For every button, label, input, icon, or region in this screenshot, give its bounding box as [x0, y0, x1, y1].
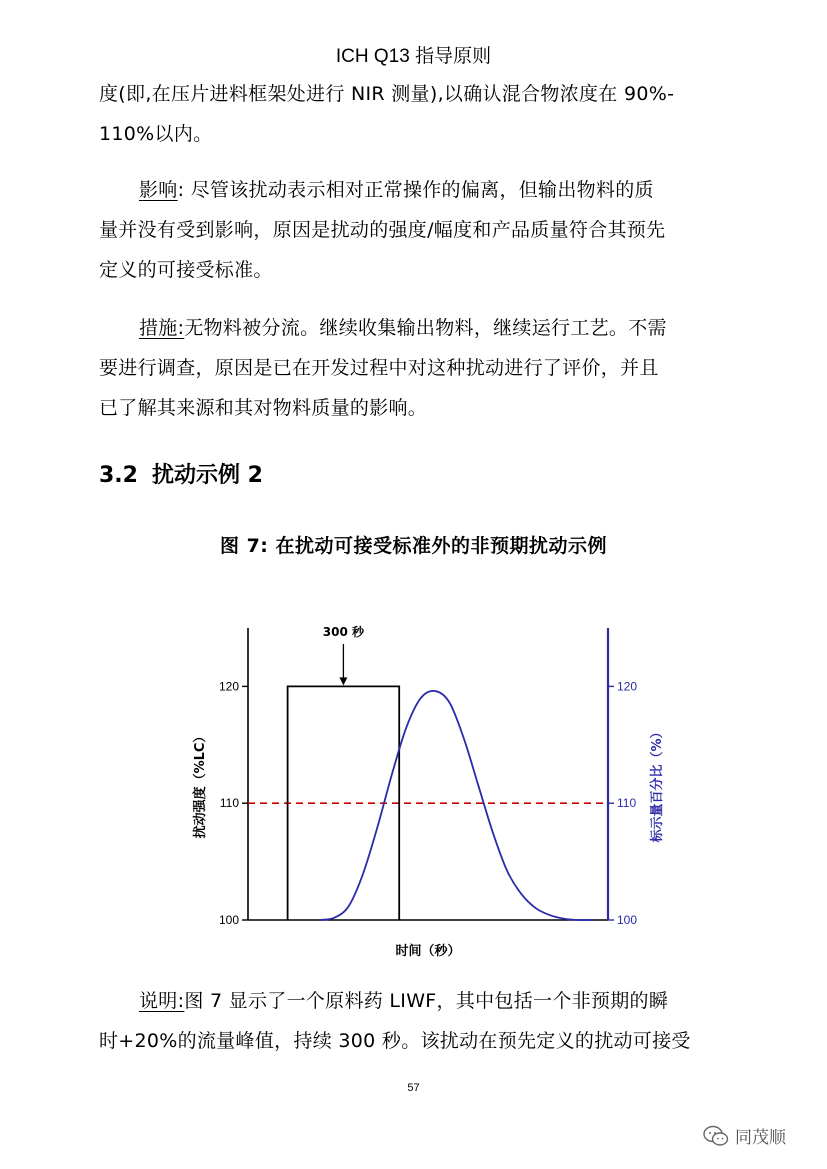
- figure-title: 图 7: 在扰动可接受标准外的非预期扰动示例: [219, 535, 608, 557]
- response-curve: [320, 691, 594, 920]
- right-axis-label: 标示量百分比（%）: [650, 725, 665, 843]
- right-tick-label: 100: [617, 913, 638, 927]
- paragraph-line: 110%以内。: [99, 123, 213, 145]
- section-number: 3.2: [99, 463, 138, 488]
- page-header: ICH Q13 指导原则: [335, 46, 492, 67]
- page-number: 57: [407, 1082, 420, 1094]
- paragraph-line: 尽管该扰动表示相对正常操作的偏离，但输出物料的质: [190, 179, 654, 201]
- paragraph-line: 已了解其来源和其对物料质量的影响。: [99, 397, 428, 419]
- annotation-arrowhead: [339, 677, 347, 685]
- left-tick-label: 100: [218, 913, 239, 927]
- left-axis-label: 扰动强度（%LC）: [193, 729, 208, 839]
- paragraph-caption: [99, 981, 749, 1061]
- paragraph-line: 时+20%的流量峰值，持续 300 秒。该扰动在预先定义的扰动可接受: [99, 1030, 691, 1052]
- paragraph-nir: [99, 74, 749, 154]
- paragraph-line: 图 7 显示了一个原料药 LIWF，其中包括一个非预期的瞬: [184, 990, 669, 1012]
- paragraph-measures: [99, 308, 749, 428]
- paragraph-line: 要进行调查，原因是已在开发过程中对这种扰动进行了评价，并且: [99, 357, 659, 379]
- paragraph-line: 定义的可接受标准。: [99, 259, 273, 281]
- paragraph-line: 度(即,在压片进料框架处进行 NIR 测量),以确认混合物浓度在 90%-: [99, 83, 675, 105]
- left-tick-label: 110: [219, 796, 239, 811]
- right-tick-label: 110: [617, 796, 637, 811]
- caption-label: 说明:: [139, 990, 185, 1012]
- annotation-label: 300 秒: [322, 625, 365, 639]
- wechat-icon: [703, 1125, 729, 1147]
- paragraph-line: 无物料被分流。继续收集输出物料，继续运行工艺。不需: [184, 317, 667, 339]
- disturbance-chart: [170, 610, 670, 970]
- watermark-text: 同茂顺: [735, 1128, 786, 1148]
- x-axis-label: 时间（秒）: [395, 944, 461, 959]
- paragraph-line: 量并没有受到影响，原因是扰动的强度/幅度和产品质量符合其预先: [99, 219, 666, 241]
- measures-label: 措施:: [139, 317, 185, 339]
- section-title: 扰动示例 2: [151, 463, 263, 488]
- right-tick-label: 120: [617, 679, 638, 694]
- paragraph-impact: 影响: 尽管该扰动表示相对正常操作的偏离，但输出物料的质 量并没有受到影响，原因是扰动的强度/幅度和产品质量符合其预先 定义的可接受标准。: [99, 170, 749, 290]
- left-tick-label: 120: [218, 679, 239, 694]
- section-heading: [99, 458, 263, 489]
- impact-label: 影响: [139, 179, 178, 201]
- watermark: [703, 1123, 786, 1148]
